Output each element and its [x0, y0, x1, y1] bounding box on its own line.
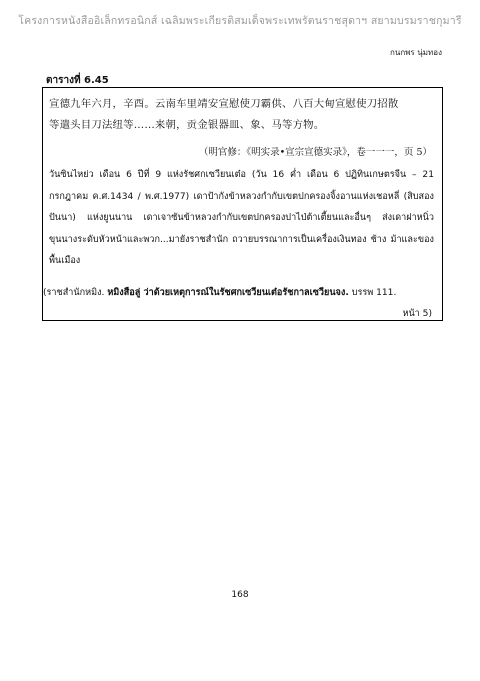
page-number: 168 [231, 590, 249, 600]
reference-line-2: หน้า 5) [402, 309, 432, 319]
table-label: ตารางที่ 6.45 [46, 75, 109, 86]
chinese-citation: （明官修：《明实录•宣宗宣德实录》，卷一一一，页 5） [198, 147, 432, 158]
reference-prefix: (ราชสำนักหมิง. [43, 288, 108, 298]
reference-suffix: บรรพ 111. [348, 288, 397, 298]
header-title: โครงการหนังสืออิเล็กทรอนิกส์ เฉลิมพระเกียรติสมเด็จพระเทพรัตนราชสุดาฯ สยามบรมราชกุมารี [18, 15, 462, 27]
author-name: กนกพร นุ่มทอง [390, 48, 442, 57]
reference-title: หมิงสือลู่ ว่าด้วยเหตุการณ์ในรัชศกเซวียนเต๋อรัชกาลเซวียนจง. [107, 288, 349, 298]
quote-box [42, 87, 443, 321]
chinese-text [49, 94, 434, 136]
thai-translation: วันซินไหย่ว เดือน 6 ปีที่ 9 แห่งรัชศกเซวียนเต๋อ (วัน 16 ค่ำ เดือน 6 ปฏิทินเกษตรจีน – 21 กรกฎาคม ค.ศ.1434 / พ.ศ.1977) เดาป้ากังข้าหลวงกำกับเขตปกครองจิ้งอานแห่งเชอหลี่ (สิบสองปันนา) แห่งยูนนาน เดาเจาซันข้าหลวงกำกับเขตปกครองปาไป่ต้าเตี้ยนและอื่นๆ ส่งเดาฝาหนิ่วขุนนางระดับหัวหน้าและพวก...มายังราชสำนัก ถวายบรรณาการเป็นเครื่องเงินทอง ช้าง ม้าและของพื้นเมือง [49, 170, 434, 266]
chinese-line-2: 等遣头目刀法纽等……来朝，贡金银器皿、象、马等方物。 [49, 119, 325, 131]
reference-line-1 [43, 286, 434, 300]
chinese-line-1: 宣德九年六月，辛酉。云南车里靖安宣慰使刀霸供、八百大甸宣慰使刀招散 [49, 98, 399, 110]
